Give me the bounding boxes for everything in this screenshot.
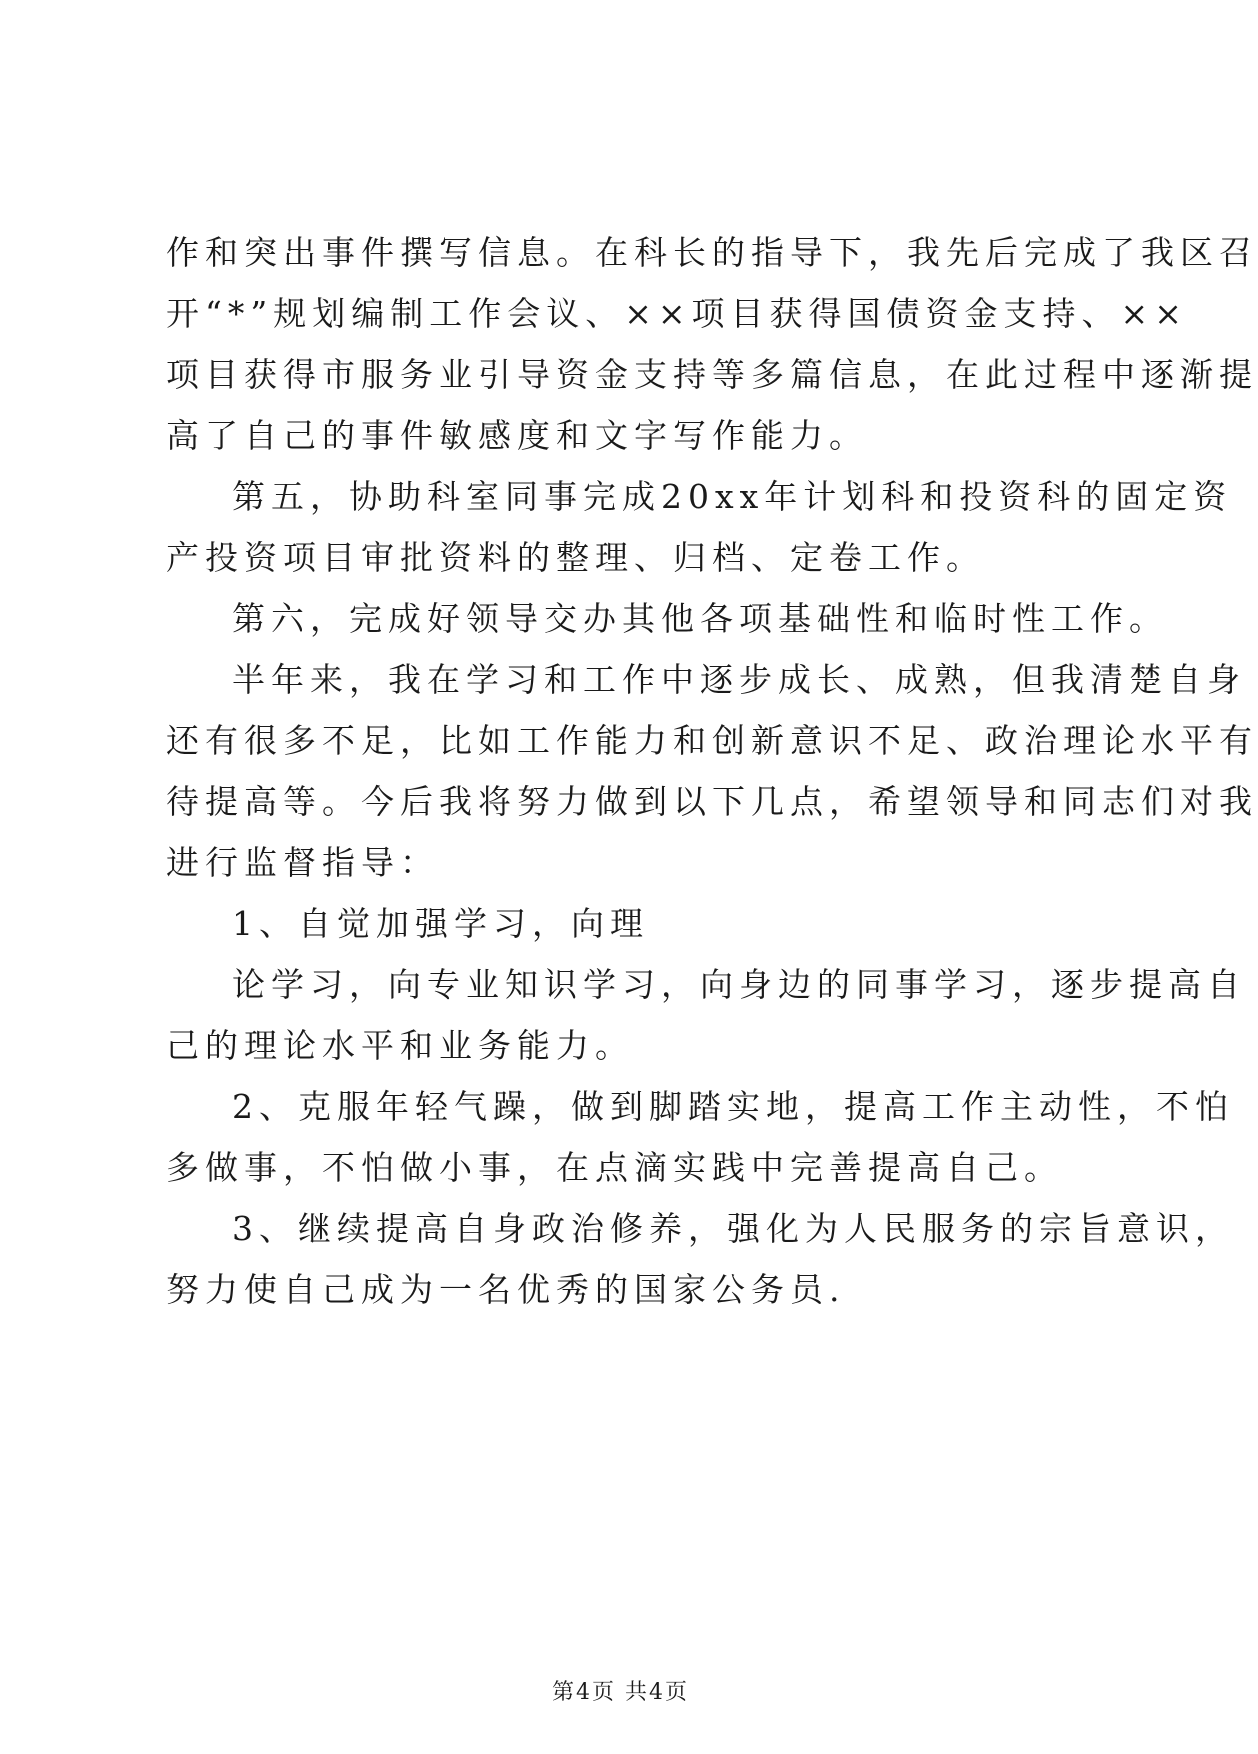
text-line: 己的理论水平和业务能力。 xyxy=(166,1026,634,1065)
text-line: 开“*”规划编制工作会议、××项目获得国债资金支持、×× xyxy=(166,294,1188,333)
text-line: 进行监督指导： xyxy=(166,843,439,882)
text-line: 作和突出事件撰写信息。在科长的指导下，我先后完成了我区召 xyxy=(166,233,1258,272)
text-line: 还有很多不足，比如工作能力和创新意识不足、政治理论水平有 xyxy=(166,721,1258,760)
text-line: 努力使自己成为一名优秀的国家公务员. xyxy=(166,1270,846,1309)
text-line: 待提高等。今后我将努力做到以下几点，希望领导和同志们对我 xyxy=(166,782,1258,821)
text-line: 半年来，我在学习和工作中逐步成长、成熟，但我清楚自身 xyxy=(232,660,1246,699)
text-line: 第五，协助科室同事完成20xx年计划科和投资科的固定资 xyxy=(232,477,1233,516)
text-line: 3、继续提高自身政治修养，强化为人民服务的宗旨意识， xyxy=(232,1209,1234,1248)
text-line: 多做事，不怕做小事，在点滴实践中完善提高自己。 xyxy=(166,1148,1063,1187)
text-line: 产投资项目审批资料的整理、归档、定卷工作。 xyxy=(166,538,985,577)
text-line: 高了自己的事件敏感度和文字写作能力。 xyxy=(166,416,868,455)
text-line: 1、自觉加强学习，向理 xyxy=(232,904,649,943)
text-line: 项目获得市服务业引导资金支持等多篇信息，在此过程中逐渐提 xyxy=(166,355,1258,394)
text-line: 2、克服年轻气躁，做到脚踏实地，提高工作主动性，不怕 xyxy=(232,1087,1234,1126)
text-line: 论学习，向专业知识学习，向身边的同事学习，逐步提高自 xyxy=(232,965,1246,1004)
text-line: 第六，完成好领导交办其他各项基础性和临时性工作。 xyxy=(232,599,1168,638)
page-number-footer: 第4页 共4页 xyxy=(552,1680,689,1705)
document-body xyxy=(166,222,1258,1320)
